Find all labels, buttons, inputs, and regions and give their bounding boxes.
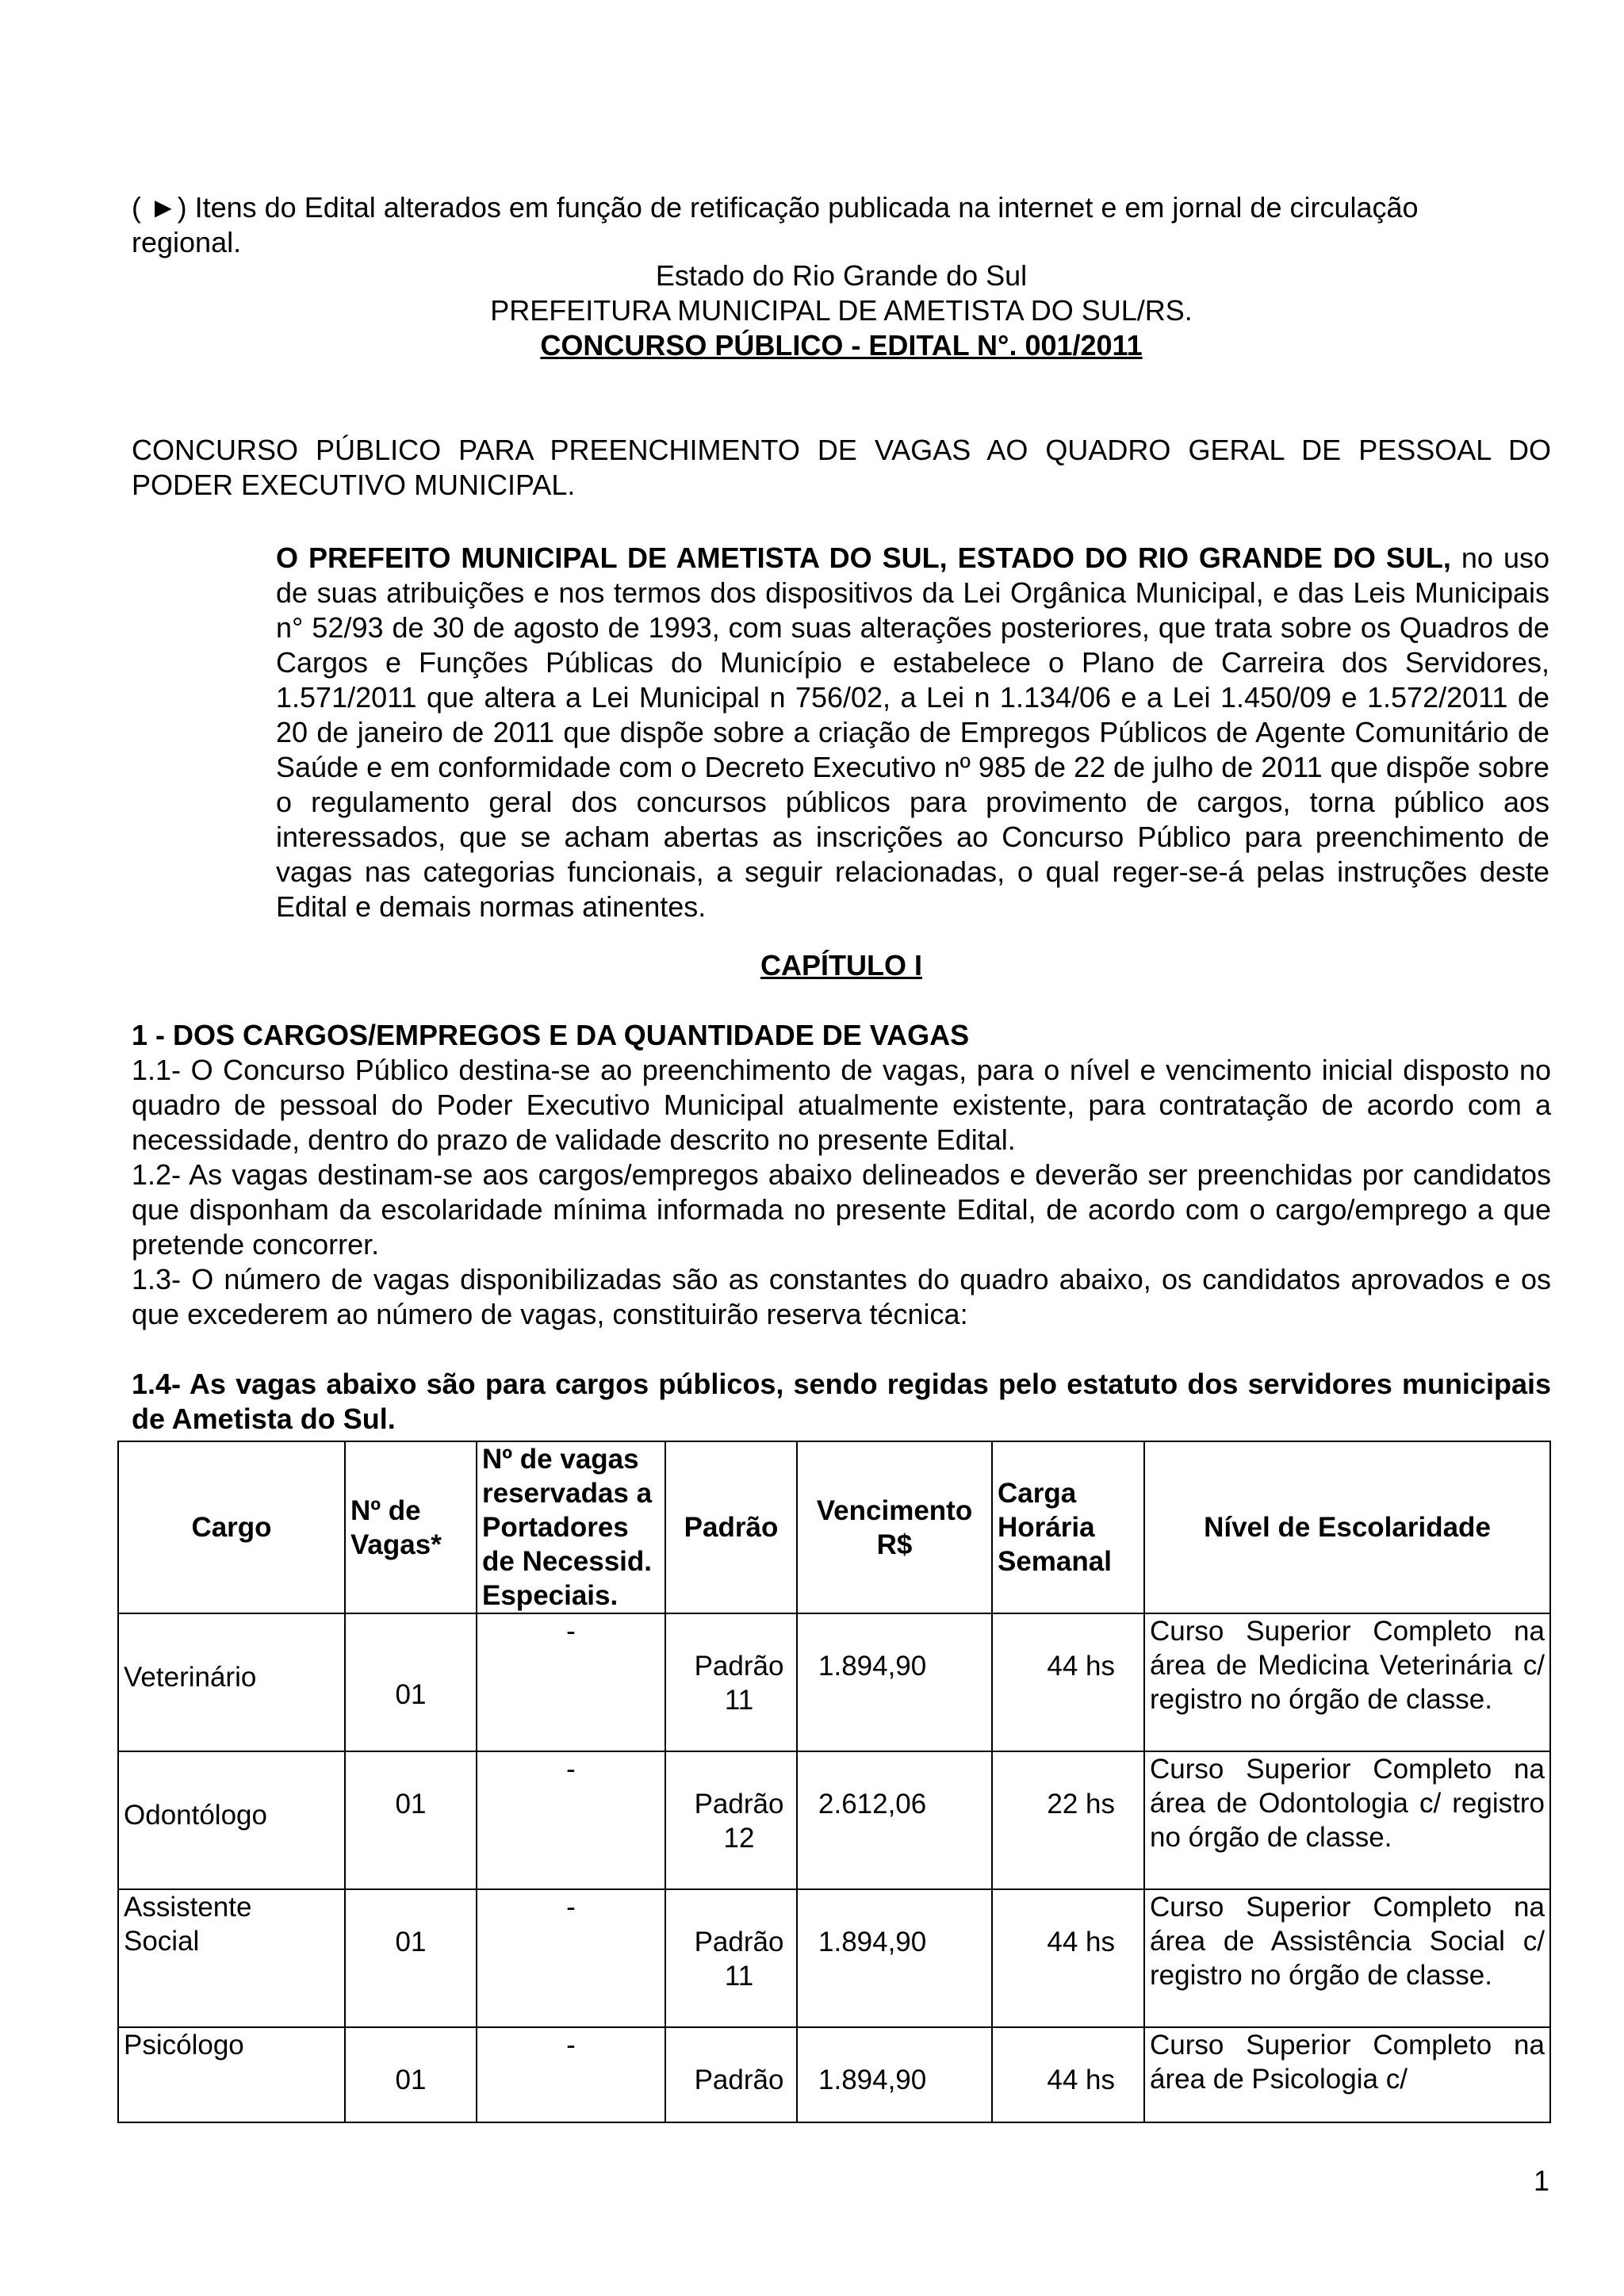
chapter-title: CAPÍTULO I xyxy=(760,949,922,982)
cargo-text: Odontólogo xyxy=(124,1800,267,1831)
vagas-text: 01 xyxy=(395,1927,427,1957)
notice-text: ( ►) Itens do Edital alterados em função de retificação publicada na internet e em jornal de circulação xyxy=(132,191,1419,224)
table-row xyxy=(118,1613,1550,1751)
page-number: 1 xyxy=(1533,2164,1549,2197)
escolaridade-cell xyxy=(1144,1613,1550,1751)
header-reservadas: Nº de vagas reservadas a Portadores de Necessid. Especiais. xyxy=(477,1441,665,1613)
escolaridade-text: Curso Superior Completo na área de Odontologia c/ registro no órgão de classe. xyxy=(1150,1754,1545,1853)
vencimento-cell xyxy=(797,1751,992,1889)
reservadas-text: - xyxy=(566,1754,576,1785)
preamble-body: no uso de suas atribuições e nos termos dos dispositivos da Lei Orgânica Municipal, e das Leis Municipais n° 52/93 de 30 de agosto de 1993, com suas alterações posteriores, que trata sobre os Quadros de Cargos e Funções Públicas do Município e estabelece o Plano de Carreira dos Servidores, 1.571/2011 que altera a Lei Municipal n 756/02, a Lei n 1.134/06 e a Lei 1.450/09 e 1.572/2011 de 20 de janeiro de 2011 que dispõe sobre a criação de Empregos Públicos de Agente Comunitário de Saúde e em conformidade com o Decreto Executivo nº 985 de 22 de julho de 2011 que dispõe sobre o regulamento geral dos concursos públicos para provimento de cargos, torna público aos interessados, que se acham abertas as inscrições ao Concurso Público para preenchimento de vagas nas categorias funcionais, a seguir relacionadas, o qual reger-se-á pelas instruções deste Edital e demais normas atinentes. xyxy=(276,541,1549,923)
cargo-text: Assistente Social xyxy=(124,1892,252,1957)
table-row xyxy=(118,1751,1550,1889)
carga-cell xyxy=(992,1613,1144,1751)
carga-text: 44 hs xyxy=(1047,2064,1115,2095)
item-1-2: 1.2- As vagas destinam-se aos cargos/empregos abaixo delineados e deverão ser preenchidas por candidatos que disponham da escolaridade mínima informada no presente Edital, de acordo com o cargo/emprego a que pretende concorrer. xyxy=(132,1158,1551,1261)
reservadas-text: - xyxy=(566,1616,576,1647)
carga-cell xyxy=(992,1889,1144,2027)
padrao-cell xyxy=(665,2027,797,2122)
reservadas-text: - xyxy=(566,1892,576,1923)
padrao-cell xyxy=(665,1889,797,2027)
padrao-text: Padrão xyxy=(694,2064,784,2095)
vagas-cell xyxy=(345,1751,477,1889)
notice-text-continued: regional. xyxy=(132,226,242,258)
reservadas-cell xyxy=(477,1751,665,1889)
vacancies-table xyxy=(117,1441,1551,2123)
preamble-paragraph xyxy=(276,541,1549,924)
item-1-3: 1.3- O número de vagas disponibilizadas são as constantes do quadro abaixo, os candidatos aprovados e os que excederem ao número de vagas, constituirão reserva técnica: xyxy=(132,1263,1551,1330)
cargo-text: Psicólogo xyxy=(124,2030,244,2061)
escolaridade-text: Curso Superior Completo na área de Psicologia c/ xyxy=(1150,2030,1545,2095)
header-carga: Carga Horária Semanal xyxy=(992,1441,1144,1613)
reservadas-cell xyxy=(477,1889,665,2027)
vencimento-cell xyxy=(797,1889,992,2027)
edital-title: CONCURSO PÚBLICO - EDITAL N°. 001/2011 xyxy=(540,329,1143,362)
vagas-text: 01 xyxy=(395,1679,427,1710)
vencimento-text: 2.612,06 xyxy=(818,1789,927,1820)
cargo-cell xyxy=(118,1751,345,1889)
vencimento-cell xyxy=(797,1613,992,1751)
padrao-text: Padrão 11 xyxy=(694,1927,784,1992)
carga-text: 44 hs xyxy=(1047,1651,1115,1682)
padrao-text: Padrão 11 xyxy=(694,1651,784,1716)
vencimento-text: 1.894,90 xyxy=(818,1927,927,1957)
vagas-cell xyxy=(345,1889,477,2027)
table-row xyxy=(118,2027,1550,2122)
cargo-cell xyxy=(118,1889,345,2027)
vencimento-text: 1.894,90 xyxy=(818,2064,927,2095)
carga-cell xyxy=(992,2027,1144,2122)
carga-text: 44 hs xyxy=(1047,1927,1115,1957)
cargo-text: Veterinário xyxy=(124,1662,257,1693)
header-cargo: Cargo xyxy=(118,1441,345,1613)
reservadas-text: - xyxy=(566,2030,576,2061)
subject-heading: CONCURSO PÚBLICO PARA PREENCHIMENTO DE VAGAS AO QUADRO GERAL DE PESSOAL DO PODER EXECUTIVO MUNICIPAL. xyxy=(132,434,1551,501)
vagas-text: 01 xyxy=(395,2064,427,2095)
padrao-cell xyxy=(665,1613,797,1751)
table-row xyxy=(118,1889,1550,2027)
escolaridade-text: Curso Superior Completo na área de Medicina Veterinária c/ registro no órgão de classe. xyxy=(1150,1616,1545,1715)
header-vagas: Nº de Vagas* xyxy=(345,1441,477,1613)
escolaridade-cell xyxy=(1144,1751,1550,1889)
item-1-4: 1.4- As vagas abaixo são para cargos públicos, sendo regidas pelo estatuto dos servidores municipais de Ametista do Sul. xyxy=(132,1368,1551,1435)
notice-line xyxy=(132,190,1559,260)
vagas-cell xyxy=(345,2027,477,2122)
vagas-text: 01 xyxy=(395,1789,427,1820)
vencimento-cell xyxy=(797,2027,992,2122)
reservadas-cell xyxy=(477,2027,665,2122)
reservadas-cell xyxy=(477,1613,665,1751)
prefeitura-name: PREFEITURA MUNICIPAL DE AMETISTA DO SUL/RS. xyxy=(490,294,1193,327)
state-name: Estado do Rio Grande do Sul xyxy=(655,259,1028,292)
padrao-cell xyxy=(665,1751,797,1889)
escolaridade-cell xyxy=(1144,2027,1550,2122)
carga-cell xyxy=(992,1751,1144,1889)
cargo-cell xyxy=(118,1613,345,1751)
header-vencimento: Vencimento R$ xyxy=(797,1441,992,1613)
header-padrao: Padrão xyxy=(665,1441,797,1613)
vagas-cell xyxy=(345,1613,477,1751)
vencimento-text: 1.894,90 xyxy=(818,1651,927,1682)
cargo-cell xyxy=(118,2027,345,2122)
padrao-text: Padrão 12 xyxy=(694,1789,784,1854)
item-1-1: 1.1- O Concurso Público destina-se ao preenchimento de vagas, para o nível e vencimento inicial disposto no quadro de pessoal do Poder Executivo Municipal atualmente existente, para contratação de acordo com a necessidade, dentro do prazo de validade descrito no presente Edital. xyxy=(132,1054,1551,1156)
escolaridade-cell xyxy=(1144,1889,1550,2027)
table-header-row xyxy=(118,1441,1550,1613)
preamble-authority: O PREFEITO MUNICIPAL DE AMETISTA DO SUL, ESTADO DO RIO GRANDE DO SUL, xyxy=(276,541,1451,574)
escolaridade-text: Curso Superior Completo na área de Assistência Social c/ registro no órgão de classe. xyxy=(1150,1892,1545,1991)
header-escolaridade: Nível de Escolaridade xyxy=(1144,1441,1550,1613)
section-title: 1 - DOS CARGOS/EMPREGOS E DA QUANTIDADE DE VAGAS xyxy=(132,1019,970,1051)
carga-text: 22 hs xyxy=(1047,1789,1115,1820)
